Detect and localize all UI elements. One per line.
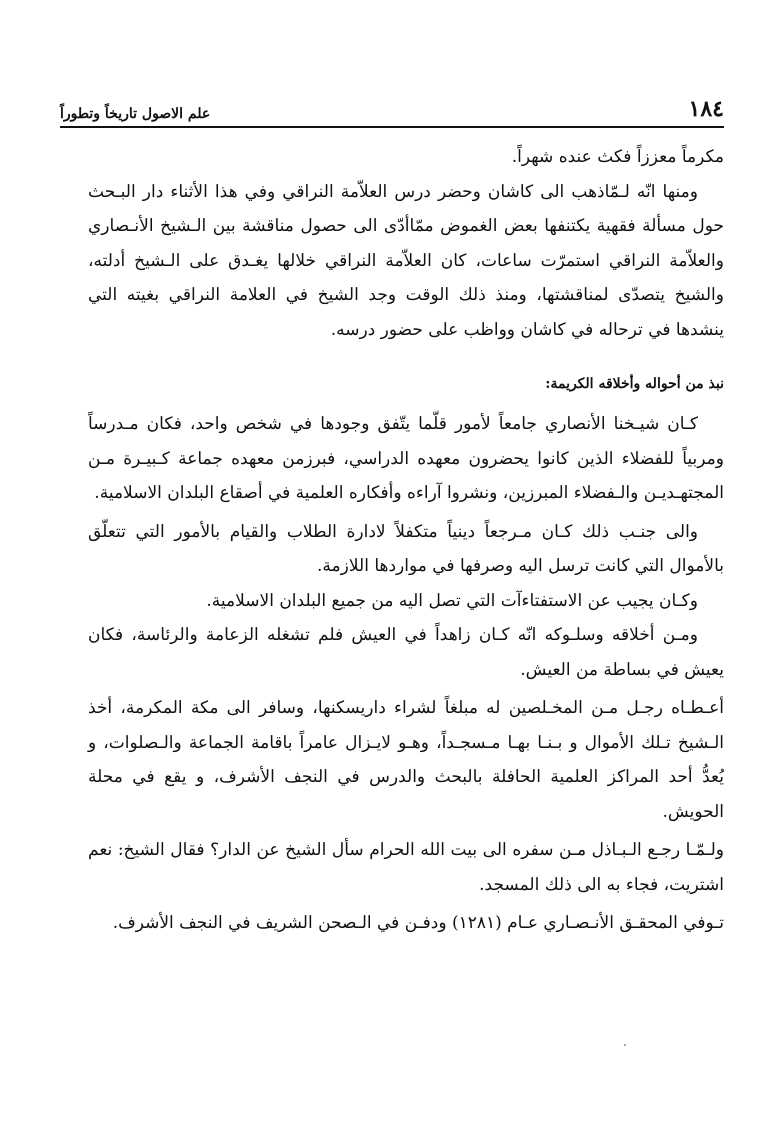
paragraph: والى جنـب ذلك كـان مـرجعاً دينياً متكفلاً لادارة الطلاب والقيام بالأمور التي تتعلّق بالأموال التي كانت ترسل اليه وصرفها في مواردها اللازمة. xyxy=(88,521,724,576)
paragraph: ومـن أخلاقه وسلـوكه انّه كـان زاهداً في العيش فلم تشغله الزعامة والرئاسة، فكان يعيش في بساطة من العيش. xyxy=(88,625,724,680)
section-heading: نبذ من أحواله وأخلاقه الكريمة: xyxy=(545,376,724,392)
paragraph: كـان شيـخنا الأنصاري جامعاً لأمور قلّما يتّفق وجودها في شخص واحد، فكان مـدرساً ومربياً للفضلاء الذين كانوا يحضرون معهده الدراسي، فبرزمن معهده جماعة كـبيـرة مـن المجتهـديـن والـفضلاء المبرزين، ونشروا آراءه وأفكاره العلمية في أصقاع البلدان الاسلامية. xyxy=(88,414,724,503)
running-title: علم الاصول تاريخاً وتطوراً xyxy=(60,106,211,122)
paragraph: أعـطـاه رجـل مـن المخـلصين له مبلغاً لشراء داريسكنها، وسافر الى مكة المكرمة، أخذ الـشيخ تـلك الأموال و بـنـا بهـا مـسجـداً، وهـو لايـزال عامراً باقامة الجماعة والـصلوات، و يُعدُّ أحد المراكز العلمية الحافلة بالبحث والدرس في النجف الأشرف، و يقع في محلة الحويش. xyxy=(88,698,724,822)
paragraph: مكرماً معززاً فكث عنده شهراً. xyxy=(511,147,724,167)
scan-speck xyxy=(624,1044,626,1046)
header-rule xyxy=(60,126,724,128)
page-header xyxy=(60,92,724,126)
paragraph: ومنها انّه لـمّاذهب الى كاشان وحضر درس العلاّمة النراقي وفي هذا الأثناء دار البـحث حول مسألة فقهية يكتنفها بعض الغموض ممّاأدّى الى حصول مناقشة بين الـشيخ الأنـصاري والعلاّمة النراقي استمرّت ساعات، كان العلاّمة النراقي خلالها يغـدق على الـشيخ أدلته، والشيخ يتصدّى لمناقشتها، ومنذ ذلك الوقت وجد الشيخ في العلامة النراقي بغيته التي ينشدها في ترحاله في كاشان وواظب على حضور درسه. xyxy=(88,181,724,340)
page-number: ١٨٤ xyxy=(688,96,724,122)
body-text xyxy=(88,140,724,941)
paragraph: ولـمّـا رجـع الـبـاذل مـن سفره الى بيت الله الحرام سأل الشيخ عن الدار؟ فقال الشيخ: نعم اشتريت، فجاء به الى ذلك المسجد. xyxy=(88,840,724,895)
paragraph: تـوفي المحقـق الأنـصـاري عـام (١٢٨١) ودفـن في الـصحن الشريف في النجف الأشرف. xyxy=(112,913,724,933)
paragraph: وكـان يجيب عن الاستفتاءآت التي تصل اليه من جميع البلدان الاسلامية. xyxy=(206,590,698,611)
